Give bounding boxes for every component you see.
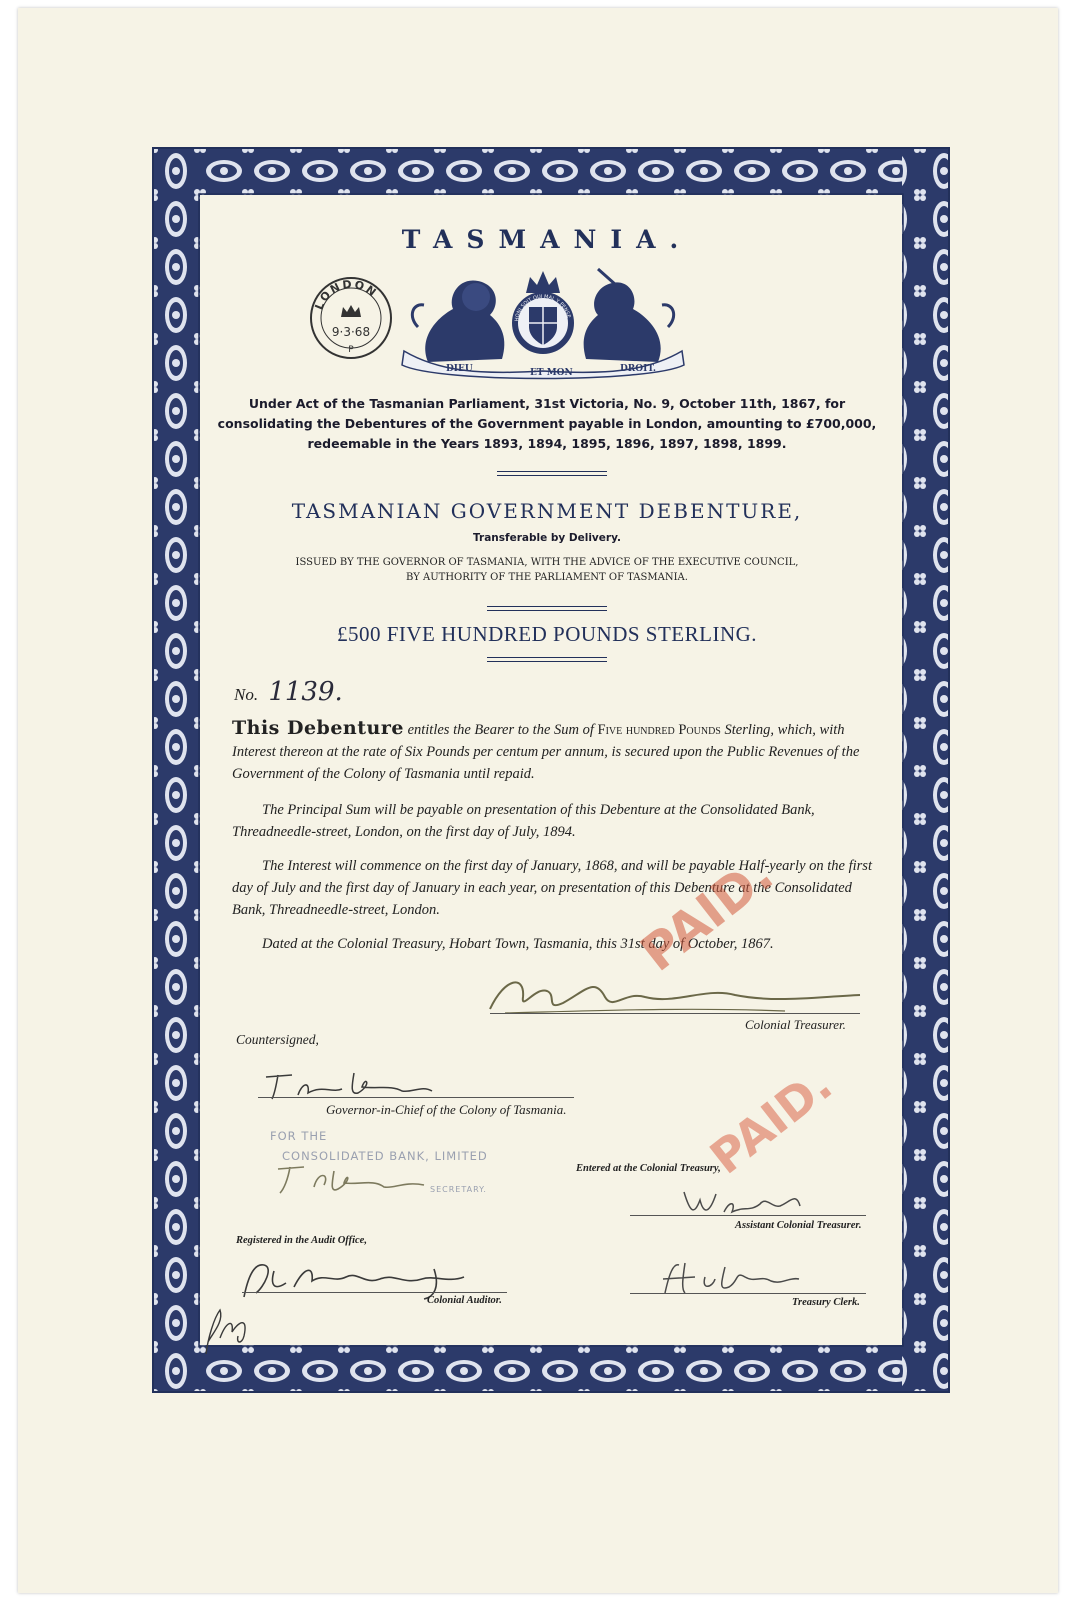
transferable-note: Transferable by Delivery. xyxy=(473,532,621,544)
secretary-signature xyxy=(274,1159,434,1199)
postmark-date: 9·3·68 xyxy=(331,325,371,339)
bank-name: CONSOLIDATED BANK, LIMITED xyxy=(282,1149,488,1163)
assistant-label: Assistant Colonial Treasurer. xyxy=(735,1220,862,1231)
divider-rule xyxy=(487,610,607,611)
body-p1a: entitles the Bearer to the Sum of xyxy=(403,722,598,738)
registered-label: Registered in the Audit Office, xyxy=(236,1235,367,1246)
london-postmark xyxy=(308,275,394,361)
divider-rule xyxy=(487,661,607,662)
country-title: TASMANIA. xyxy=(401,225,693,254)
auditor-label: Colonial Auditor. xyxy=(427,1295,502,1306)
paid-stamp-2: PAID. xyxy=(700,1057,842,1185)
assistant-signature xyxy=(680,1182,830,1222)
body-p1-amount: Five hundred Pounds xyxy=(597,722,721,738)
divider-rule xyxy=(487,606,607,607)
act-line-3: redeemable in the Years 1893, 1894, 1895, 1896, 1897, 1898, 1899. xyxy=(307,436,787,451)
act-line-2: consolidating the Debentures of the Government payable in London, amounting to £700,000, xyxy=(217,416,877,431)
act-line-1: Under Act of the Tasmanian Parliament, 31st Victoria, No. 9, October 11th, 1867, for xyxy=(248,396,846,411)
debenture-heading: TASMANIAN GOVERNMENT DEBENTURE, xyxy=(291,499,803,523)
postmark-city: LONDON xyxy=(312,277,380,312)
governor-signature xyxy=(262,1065,462,1105)
divider-rule xyxy=(497,475,607,476)
issued-line-1: ISSUED BY THE GOVERNOR OF TASMANIA, WITH THE ADVICE OF THE EXECUTIVE COUNCIL, xyxy=(295,557,799,568)
governor-label: Governor-in-Chief of the Colony of Tasmania. xyxy=(326,1102,567,1117)
number-label: No. xyxy=(234,685,259,704)
entered-label: Entered at the Colonial Treasury, xyxy=(576,1163,721,1174)
garter-motto: HONI SOIT QUI MAL Y PENSE xyxy=(514,293,572,322)
clerk-signature xyxy=(655,1257,835,1297)
colonial-treasurer-label: Colonial Treasurer. xyxy=(745,1017,846,1032)
issued-line-2: BY AUTHORITY OF THE PARLIAMENT OF TASMANIA. xyxy=(406,572,688,583)
body-paragraph-1 xyxy=(232,717,872,785)
motto-right: DROIT. xyxy=(620,364,657,374)
postmark-letter: P xyxy=(348,345,354,355)
body-lead: This Debenture xyxy=(232,717,404,739)
margin-initials xyxy=(198,1298,258,1358)
debenture-content xyxy=(200,197,894,1390)
body-paragraph-3: The Interest will commence on the first day of January, 1868, and will be payable Half-yearly on the first day of July and the first day of January in each year, on presentation of this Debenture at the Consolidated Bank, Threadneedle-street, London. xyxy=(232,858,872,918)
clerk-label: Treasury Clerk. xyxy=(792,1297,860,1308)
body-paragraph-2: The Principal Sum will be payable on presentation of this Debenture at the Consolidated Bank, Threadneedle-street, London, on the first day of July, 1894. xyxy=(232,802,815,840)
divider-rule xyxy=(487,657,607,658)
signature-line xyxy=(490,1013,860,1014)
paid-stamp-1: PAID. xyxy=(630,844,784,983)
motto-middle: ET MON xyxy=(530,368,573,378)
certificate-number: 1139. xyxy=(268,677,343,707)
signature-line xyxy=(630,1215,866,1216)
bank-secretary: SECRETARY. xyxy=(430,1185,487,1194)
body-p1b: Sterling, which, with Interest thereon at the rate of Six Pounds per centum per annum, is secured upon the Public Revenues of the Government of the Colony of Tasmania until repaid. xyxy=(232,722,860,782)
motto-left: DIEU xyxy=(446,364,473,374)
bank-for: FOR THE xyxy=(270,1129,328,1143)
dated-line: Dated at the Colonial Treasury, Hobart Town, Tasmania, this 31st day of October, 1867. xyxy=(262,936,774,952)
signature-line xyxy=(258,1097,574,1098)
divider-rule xyxy=(497,471,607,472)
amount-heading: £500 FIVE HUNDRED POUNDS STERLING. xyxy=(336,622,758,646)
signature-line xyxy=(242,1292,507,1293)
coat-of-arms-icon xyxy=(398,267,688,379)
signature-line xyxy=(630,1293,866,1294)
countersigned-label: Countersigned, xyxy=(236,1032,319,1047)
